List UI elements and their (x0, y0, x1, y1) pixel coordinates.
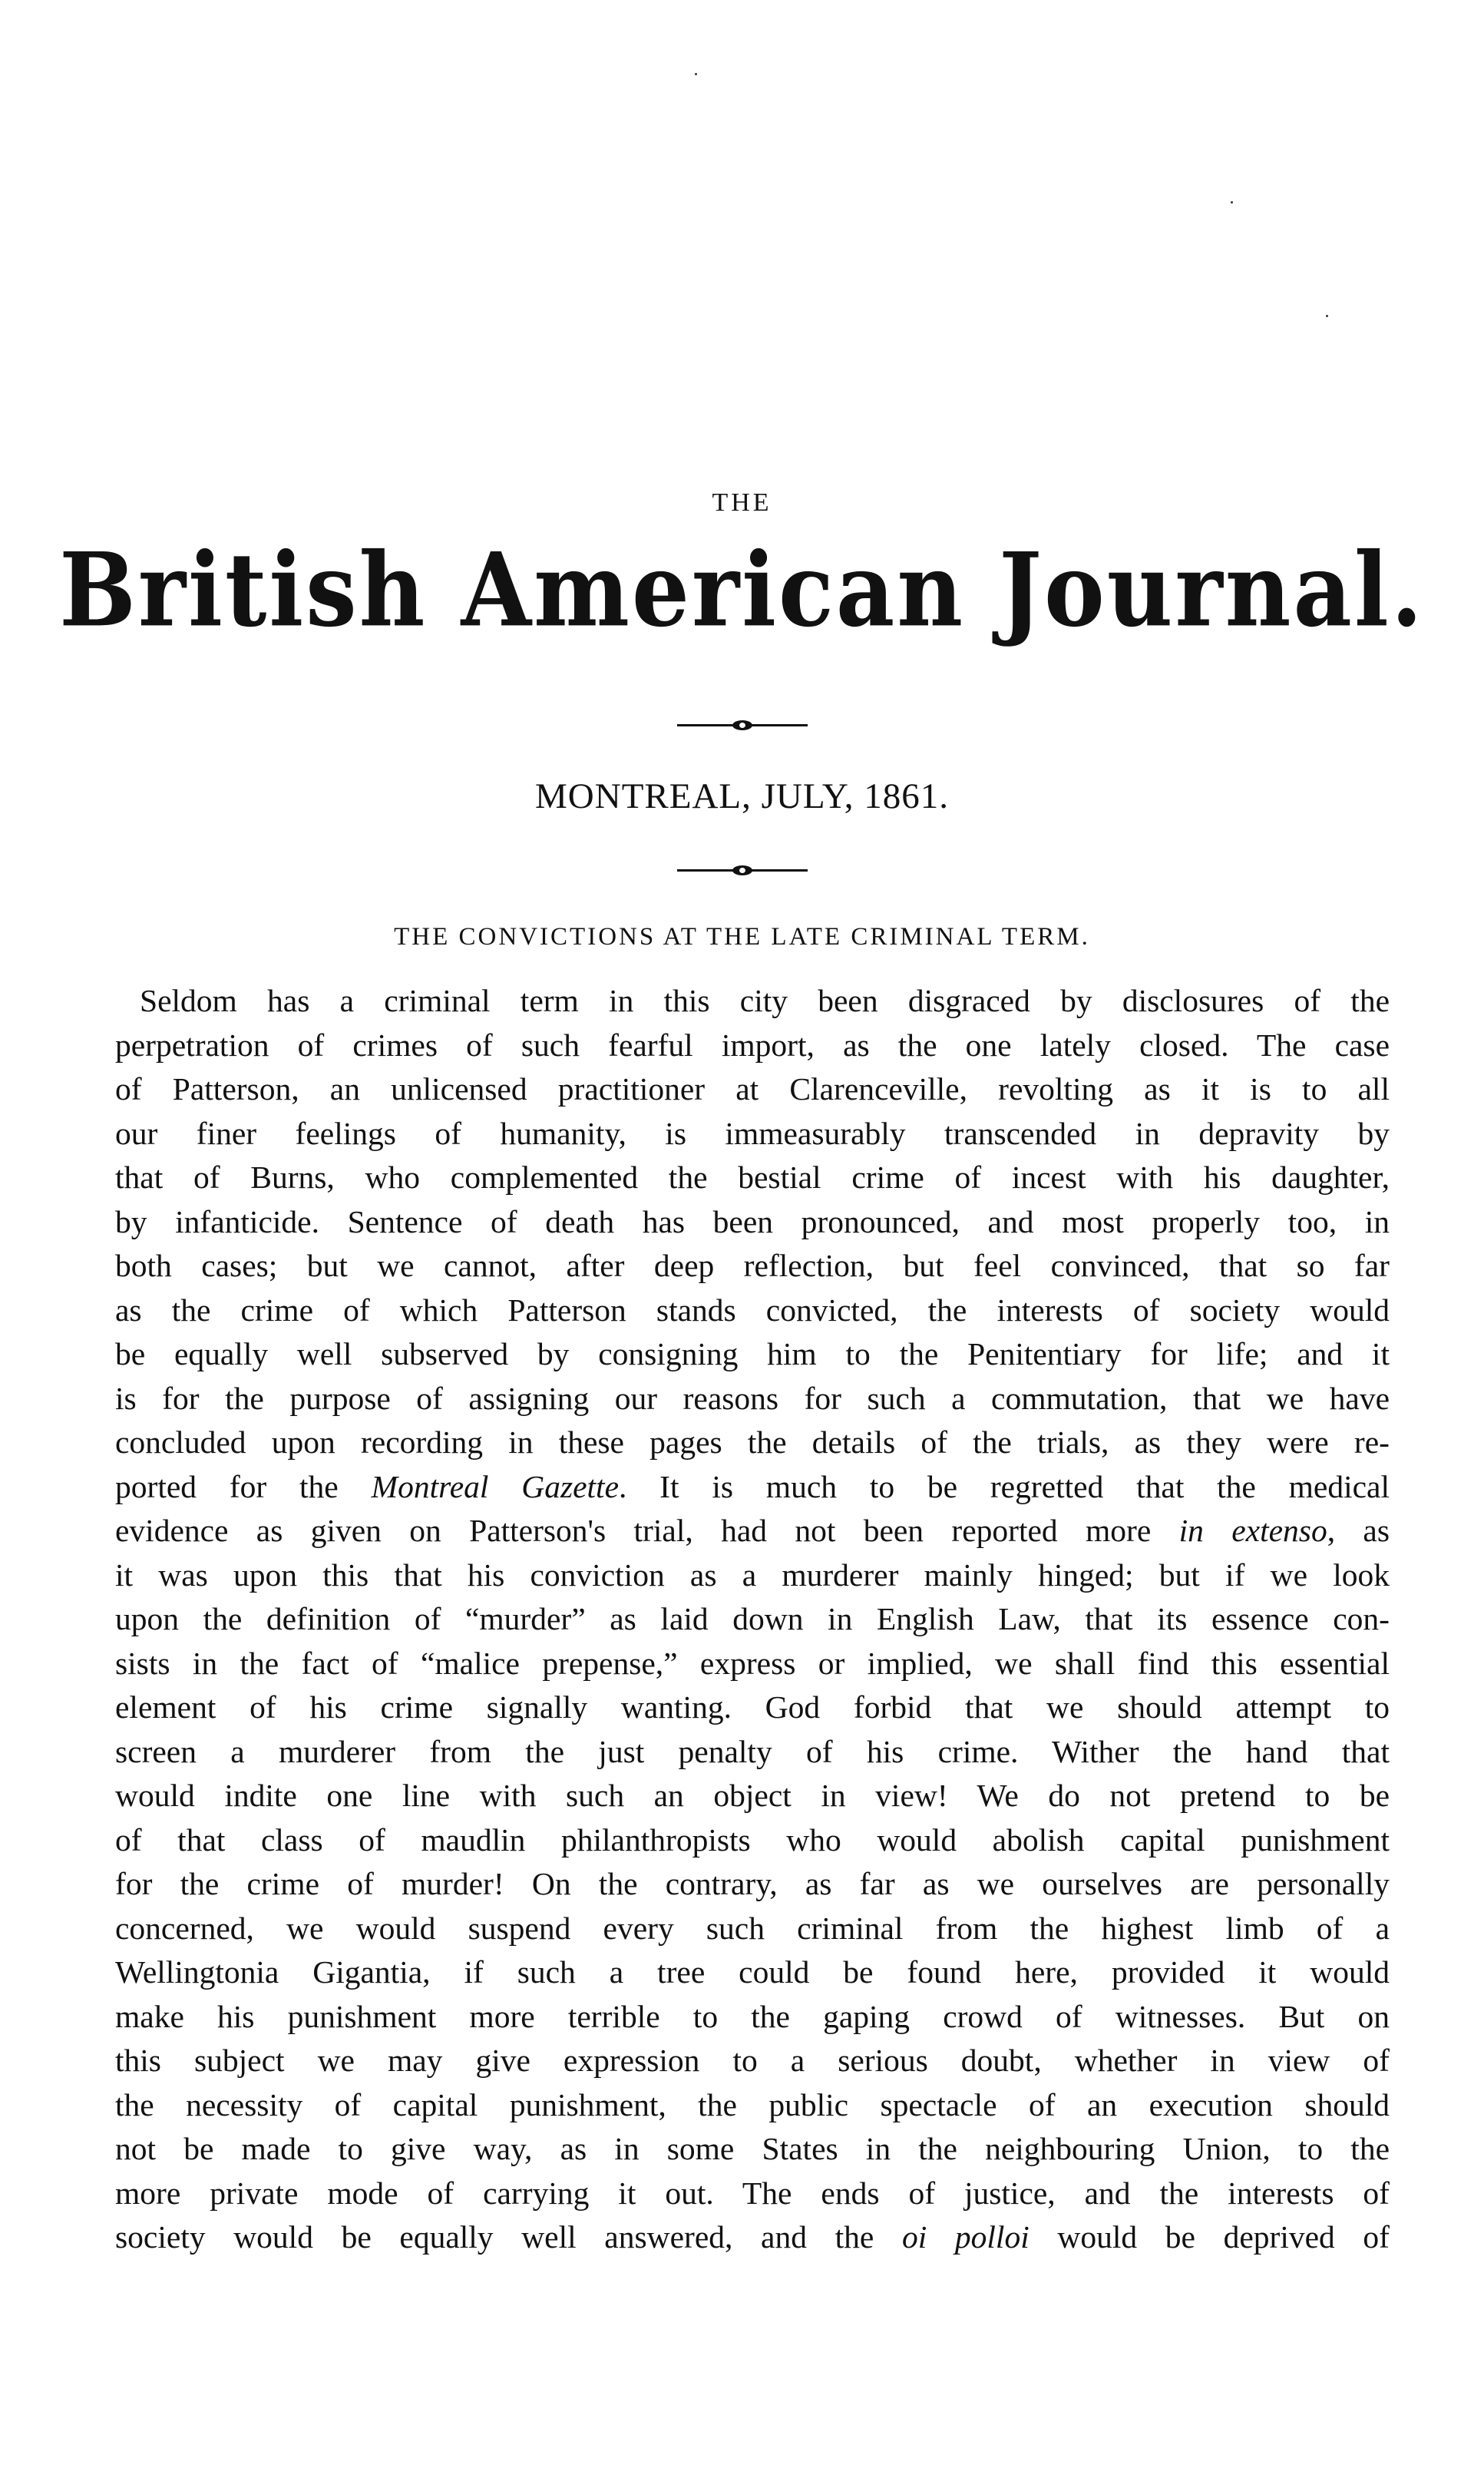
body-line: be equally well subserved by consigning him to the Penitentiary for life; and it (115, 1336, 1390, 1371)
body-line: perpetration of crimes of such fearful import, as the one lately closed. The case (115, 1027, 1390, 1063)
article-body (115, 979, 1390, 2260)
body-line: of that class of maudlin philanthropists who would abolish capital punishment (115, 1821, 1390, 1858)
body-line: more private mode of carrying it out. The ends of justice, and the interests of (115, 2175, 1390, 2211)
italic-phrase: oi polloi (901, 2219, 1030, 2255)
body-line: not be made to give way, as in some States in the neighbouring Union, to the (115, 2131, 1390, 2166)
body-line: the necessity of capital punishment, the public spectacle of an execution should (115, 2086, 1390, 2122)
body-line: as the crime of which Patterson stands convicted, the interests of society would (115, 1292, 1390, 1328)
body-line: this subject we may give expression to a serious doubt, whether in view of (115, 2043, 1390, 2078)
body-line: sists in the fact of “malice prepense,” express or implied, we shall find this essential (115, 1645, 1390, 1681)
body-line: both cases; but we cannot, after deep reflection, but feel convinced, that so far (115, 1248, 1390, 1283)
print-speck (1231, 201, 1233, 203)
italic-phrase: Montreal Gazette (371, 1468, 619, 1504)
body-line: our finer feelings of humanity, is immeasurably transcended in depravity by (115, 1115, 1390, 1151)
body-line: Wellingtonia Gigantia, if such a tree could be found here, provided it would (115, 1954, 1390, 1990)
body-line: element of his crime signally wanting. God forbid that we should attempt to (115, 1689, 1390, 1725)
body-line: for the crime of murder! On the contrary, as far as we ourselves are personally (115, 1866, 1390, 1901)
body-line: Seldom has a criminal term in this city been disgraced by disclosures of the (140, 983, 1390, 1018)
body-line: is for the purpose of assigning our reasons for such a commutation, that we have (115, 1380, 1390, 1416)
body-line: screen a murderer from the just penalty of his crime. Wither the hand that (115, 1733, 1390, 1769)
ornamental-rule (677, 718, 808, 732)
body-line: make his punishment more terrible to the gaping crowd of witnesses. But on (115, 1998, 1390, 2034)
body-line: of Patterson, an unlicensed practitioner at Clarenceville, revolting as it is to all (115, 1071, 1390, 1107)
body-line: upon the definition of “murder” as laid down in English Law, that its essence con- (115, 1601, 1390, 1636)
body-line: society would be equally well answered, and the oi polloi would be deprived of (115, 2219, 1390, 2255)
body-line: would indite one line with such an object in view! We do not pretend to be (115, 1778, 1390, 1813)
body-line: concluded upon recording in these pages the details of the trials, as they were re- (115, 1424, 1390, 1460)
dateline: MONTREAL, JULY, 1861. (535, 776, 949, 816)
body-line: evidence as given on Patterson's trial, had not been reported more in extenso, as (115, 1513, 1390, 1548)
body-line: by infanticide. Sentence of death has been pronounced, and most properly too, in (115, 1203, 1390, 1239)
body-line: that of Burns, who complemented the bestial crime of incest with his daughter, (115, 1160, 1390, 1195)
body-line: concerned, we would suspend every such criminal from the highest limb of a (115, 1910, 1390, 1946)
masthead-title: British American Journal. (59, 530, 1425, 650)
print-speck (695, 73, 697, 75)
body-line: ported for the Montreal Gazette. It is much to be regretted that the medical (115, 1468, 1390, 1504)
print-speck (1326, 315, 1328, 317)
italic-phrase: in extenso (1178, 1513, 1327, 1548)
body-line: it was upon this that his conviction as a murderer mainly hinged; but if we look (115, 1557, 1390, 1593)
ornamental-rule (677, 863, 808, 877)
masthead-kicker: THE (712, 488, 772, 517)
article-title: THE CONVICTIONS AT THE LATE CRIMINAL TERM. (394, 923, 1090, 951)
